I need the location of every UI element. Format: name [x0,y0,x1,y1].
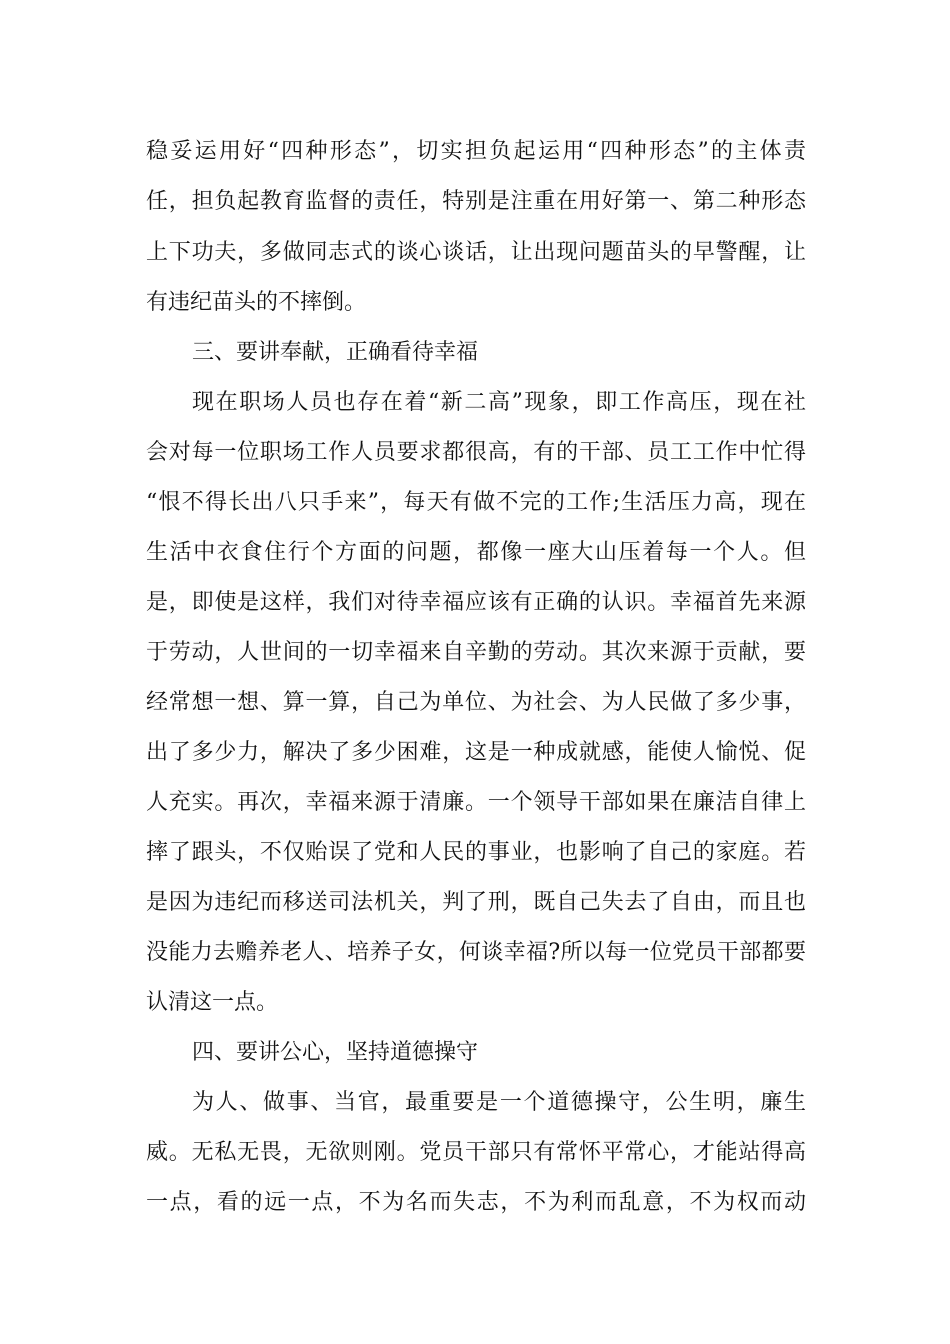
body-text-line: 为人、做事、当官，最重要是一个道德操守，公生明，廉生 [192,1090,806,1115]
body-text-line: 上下功夫，多做同志式的谈心谈话，让出现问题苗头的早警醒，让 [146,240,806,265]
body-text-line: “恨不得长出八只手来”，每天有做不完的工作;生活压力高，现在 [146,490,806,515]
body-text-line: 于劳动，人世间的一切幸福来自辛勤的劳动。其次来源于贡献，要 [146,640,806,665]
body-text-line: 摔了跟头，不仅贻误了党和人民的事业，也影响了自己的家庭。若 [146,840,806,865]
section-heading: 三、要讲奉献，正确看待幸福 [192,340,479,365]
body-text-line: 生活中衣食住行个方面的问题，都像一座大山压着每一个人。但 [146,540,806,565]
body-text-line: 经常想一想、算一算，自己为单位、为社会、为人民做了多少事， [146,690,806,715]
body-text-line: 人充实。再次，幸福来源于清廉。一个领导干部如果在廉洁自律上 [146,790,806,815]
section-heading: 四、要讲公心，坚持道德操守 [192,1040,479,1065]
body-text-line: 稳妥运用好“四种形态”，切实担负起运用“四种形态”的主体责 [146,139,806,164]
body-text-line: 现在职场人员也存在着“新二高”现象，即工作高压，现在社 [192,390,806,415]
body-text-line: 没能力去赡养老人、培养子女，何谈幸福?所以每一位党员干部都要 [146,940,806,965]
body-text-line: 有违纪苗头的不摔倒。 [146,290,367,315]
body-text-line: 任，担负起教育监督的责任，特别是注重在用好第一、第二种形态 [146,189,806,214]
body-text-line: 会对每一位职场工作人员要求都很高，有的干部、员工工作中忙得 [146,440,806,465]
body-text-line: 是因为违纪而移送司法机关，判了刑，既自己失去了自由，而且也 [146,890,806,915]
body-text-line: 认清这一点。 [146,990,279,1015]
body-text-line: 威。无私无畏，无欲则刚。党员干部只有常怀平常心，才能站得高 [146,1140,806,1165]
body-text-line: 出了多少力，解决了多少困难，这是一种成就感，能使人愉悦、促 [146,740,806,765]
body-text-line: 是，即使是这样，我们对待幸福应该有正确的认识。幸福首先来源 [146,590,806,615]
body-text-line: 一点，看的远一点，不为名而失志，不为利而乱意，不为权而动 [146,1190,806,1215]
